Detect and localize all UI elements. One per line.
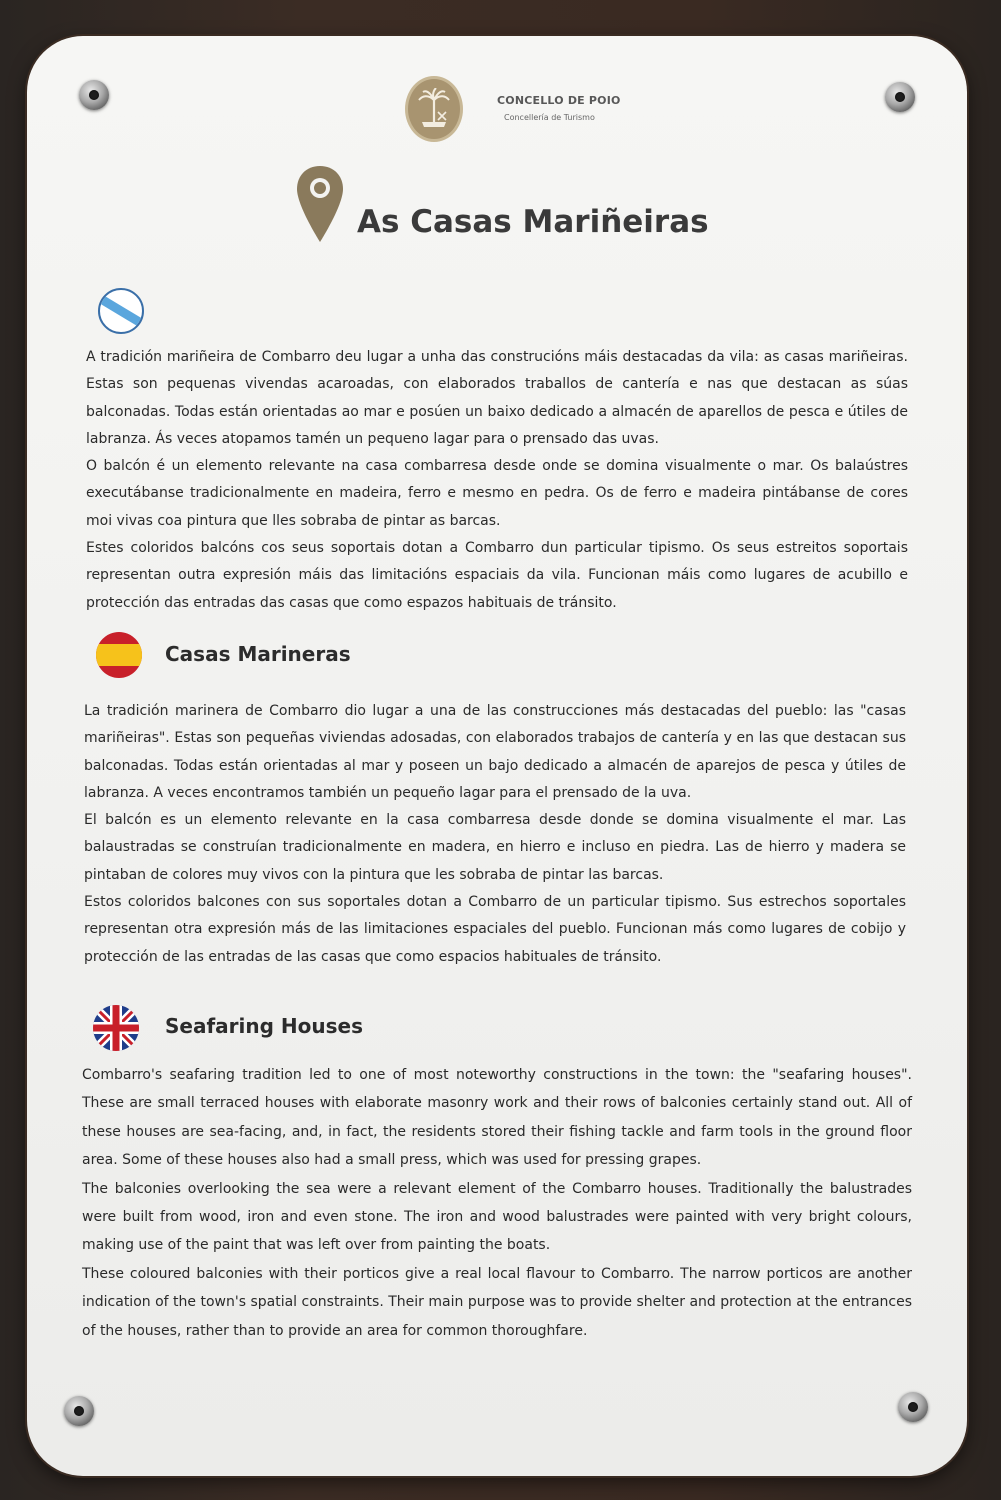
paragraph: El balcón es un elemento relevante en la casa combarresa desde donde se domina visualmente el mar. Las balaustradas se construían tradicionalmente en madera, en hierro e incluso en piedra. Las de hierro y madera se pintaban de colores muy vivos con la pintura que les sobraba de pintar las barcas. [84, 812, 906, 883]
screw-icon [64, 1396, 94, 1426]
paragraph: La tradición marinera de Combarro dio lugar a una de las construcciones más destacadas del pueblo: las "casas mariñeiras". Estas son pequeñas viviendas adosadas, con elaborados trabajos de cantería y en las que destacan sus balconadas. Todas están orientadas al mar y poseen un bajo dedicado a almacén de aparejos de pesca y útiles de labranza. A veces encontramos también un pequeño lagar para el prensado de la uva. [84, 703, 906, 801]
concello-logo [405, 76, 625, 146]
paragraph: O balcón é un elemento relevante na casa combarresa desde onde se domina visualmente o mar. Os balaústres executábanse tradicionalmente en madeira, ferro e mesmo en pedra. Os de ferro e madeira pintábanse de cores moi vivas coa pintura que lles sobraba de pintar as barcas. [86, 458, 908, 529]
location-pin-icon [295, 164, 345, 249]
paragraph: These coloured balconies with their porticos give a real local flavour to Combarro. The narrow porticos are another indication of the town's spatial constraints. Their main purpose was to provide shelter and protection at the entrances of the houses, rather than to provide an area for common thoroughfare. [82, 1265, 912, 1339]
page-title: As Casas Mariñeiras [357, 204, 709, 240]
paragraph: Estos coloridos balcones con sus soportales dotan a Combarro de un particular tipismo. Sus estrechos soportales representan otra expresión más de las limitaciones espaciales del pueblo. Funcionan más como lugares de cobijo y protección de las entradas de las casas que como espacios habituales de tránsito. [84, 894, 906, 965]
spanish-text [84, 698, 906, 971]
spanish-heading: Casas Marineras [165, 642, 351, 666]
logo-subtitle: Concellería de Turismo [504, 113, 595, 122]
galician-text [86, 344, 908, 617]
paragraph: A tradición mariñeira de Combarro deu lugar a unha das construcións máis destacadas da vila: as casas mariñeiras. Estas son pequenas vivendas acaroadas, con elaborados traballos de cantería e nas que destacan as súas balconadas. Todas están orientadas ao mar e posúen un baixo dedicado a almacén de aparellos de pesca e útiles de labranza. Ás veces atopamos tamén un pequeno lagar para o prensado das uvas. [86, 349, 908, 447]
paragraph: Estes coloridos balcóns cos seus soportais dotan a Combarro dun particular tipismo. Os seus estreitos soportais representan outra expresión máis das limitacións espaciais da vila. Funcionan máis como lugares de acubillo e protección das entradas das casas que como espazos habituais de tránsito. [86, 540, 908, 611]
screw-icon [885, 82, 915, 112]
english-text [82, 1061, 912, 1345]
palm-tree-emblem-icon [405, 76, 463, 142]
paragraph: The balconies overlooking the sea were a relevant element of the Combarro houses. Traditionally the balustrades were built from wood, iron and even stone. The iron and wood balustrades were painted with very bright colours, making use of the paint that was left over from painting the boats. [82, 1180, 912, 1254]
screw-icon [79, 80, 109, 110]
uk-flag-icon [93, 1005, 139, 1051]
spain-flag-icon [96, 632, 142, 678]
screw-icon [898, 1392, 928, 1422]
galicia-flag-icon [98, 288, 144, 334]
logo-title: CONCELLO DE POIO [497, 94, 621, 107]
english-heading: Seafaring Houses [165, 1014, 363, 1038]
information-sign [27, 36, 967, 1476]
paragraph: Combarro's seafaring tradition led to one of most noteworthy constructions in the town: the "seafaring houses". These are small terraced houses with elaborate masonry work and their rows of balconies certainly stand out. All of these houses are sea-facing, and, in fact, the residents stored their fishing tackle and farm tools in the ground floor area. Some of these houses also had a small press, which was used for pressing grapes. [82, 1067, 912, 1169]
